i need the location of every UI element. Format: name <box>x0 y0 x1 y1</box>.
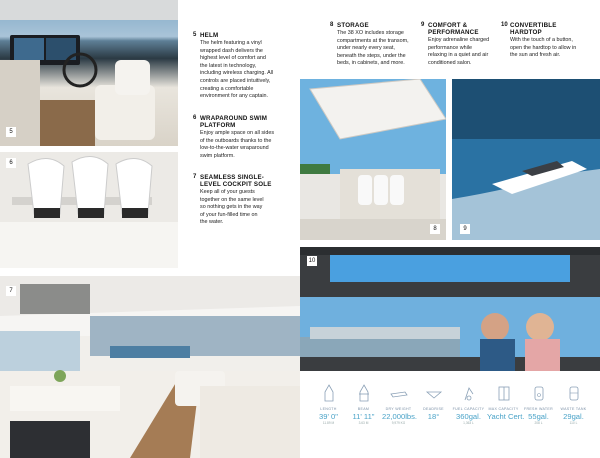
waste-tank-icon <box>568 384 580 402</box>
feature-title: WRAPAROUND SWIM PLATFORM <box>200 115 268 129</box>
spec-max-capacity: MAX CAPACITY Yacht Cert. <box>487 380 520 446</box>
fresh-water-icon <box>533 384 545 402</box>
feature-number: 10 <box>501 22 508 28</box>
feature-cockpit-sole <box>193 174 293 234</box>
storage-photo <box>300 79 446 240</box>
spec-dry-weight: DRY WEIGHT 22,000lbs. 9,979 KG <box>382 380 415 446</box>
feature-body: Enjoy ample space on all sides of the outboards thanks to the low-to-the-water wraparound swim platform. <box>200 130 275 159</box>
feature-number: 8 <box>330 22 334 28</box>
feature-storage <box>330 22 418 72</box>
length-icon <box>323 384 335 402</box>
hardtop-photo <box>300 247 600 371</box>
deadrise-icon <box>425 384 443 402</box>
feature-number: 5 <box>193 32 197 38</box>
photo-number-badge: 9 <box>460 224 470 234</box>
max-capacity-icon <box>497 384 511 402</box>
beam-icon <box>358 384 370 402</box>
photo-number-badge: 7 <box>6 286 16 296</box>
storage-illustration <box>300 79 446 240</box>
photo-number-badge: 5 <box>6 127 16 137</box>
photo-number-badge: 8 <box>430 224 440 234</box>
cockpit-photo <box>0 276 300 458</box>
feature-title: COMFORT & PERFORMANCE <box>428 22 479 36</box>
cockpit-illustration <box>0 276 300 458</box>
feature-swim-platform <box>193 115 293 165</box>
feature-title: HELM <box>200 32 219 39</box>
feature-number: 9 <box>421 22 425 28</box>
feature-title: CONVERTIBLE HARDTOP <box>510 22 557 36</box>
performance-photo <box>452 79 600 240</box>
fuel-capacity-icon <box>462 384 476 402</box>
specifications-strip <box>312 380 595 446</box>
outboards-illustration <box>0 152 178 268</box>
spec-beam: BEAM 11' 11" 3.63 M <box>347 380 380 446</box>
feature-comfort-performance <box>421 22 499 72</box>
feature-body: Enjoy adrenaline charged performance while relaxing in a quiet and air conditioned salon. <box>428 37 490 66</box>
feature-title: SEAMLESS SINGLE- LEVEL COCKPIT SOLE <box>200 174 272 188</box>
feature-number: 7 <box>193 174 197 180</box>
feature-number: 6 <box>193 115 197 121</box>
feature-body: With the touch of a button, open the hardtop to allow in the sun and fresh air. <box>510 37 577 59</box>
spec-length: LENGTH 39' 0" 11.89 M <box>312 380 345 446</box>
hardtop-illustration <box>300 247 600 371</box>
swim-platform-photo <box>0 152 178 268</box>
feature-helm <box>193 32 293 102</box>
feature-body: The 38 XO includes storage compartments at the transom, under nearly every seat, beneath the steps, under the beds, in cabinets, and more. <box>337 30 409 67</box>
feature-body: The helm featuring a vinyl wrapped dash delivers the highest level of comfort and the latest in technology, including wireless charging. All controls are placed intuitively, creating a comfortable environment for any captain. <box>200 40 274 100</box>
helm-photo <box>0 0 178 146</box>
spec-waste-tank: WASTE TANK 29gal. 110 L <box>557 380 590 446</box>
photo-number-badge: 6 <box>6 158 16 168</box>
performance-illustration <box>452 79 600 240</box>
dry-weight-icon <box>390 384 408 402</box>
spec-deadrise: DEADRISE 18° <box>417 380 450 446</box>
feature-convertible-hardtop <box>501 22 600 72</box>
feature-title: STORAGE <box>337 22 369 29</box>
photo-number-badge: 10 <box>308 258 316 264</box>
helm-illustration <box>0 0 178 146</box>
feature-body: Keep all of your guests together on the same level so nothing gets in the way of your fun-filled time on the water. <box>200 189 264 226</box>
spec-fresh-water: FRESH WATER 55gal. 208 L <box>522 380 555 446</box>
spec-fuel-capacity: FUEL CAPACITY 360gal. 1,363 L <box>452 380 485 446</box>
